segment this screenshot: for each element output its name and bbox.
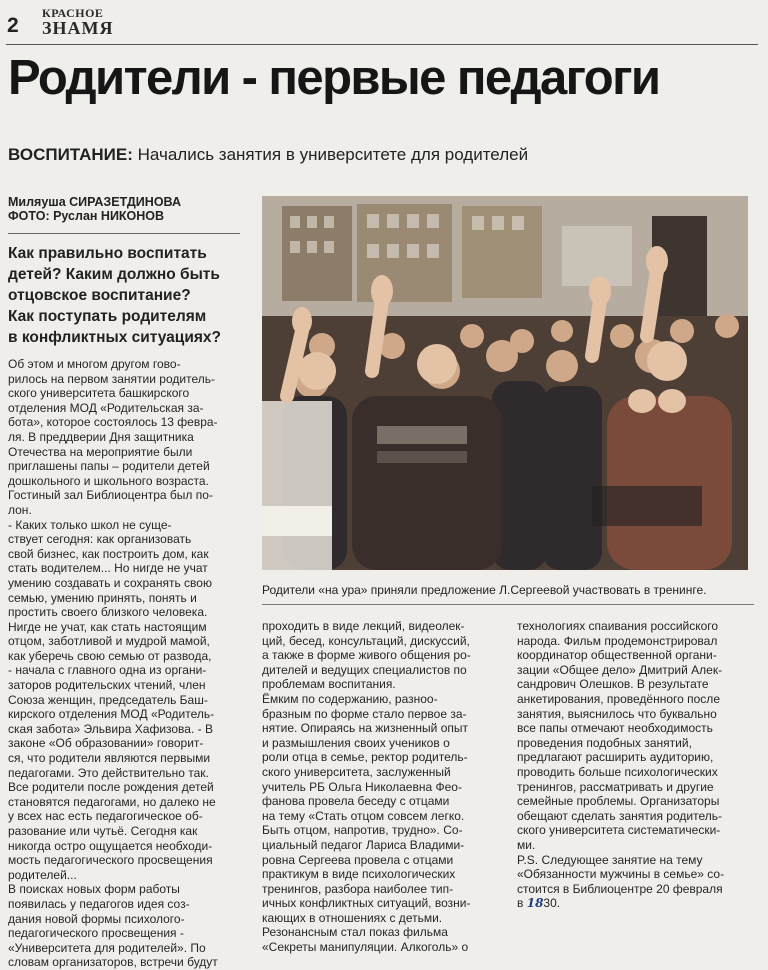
text-line: зации «Общее дело» Дмитрий Алек- <box>517 662 723 677</box>
text-line: у всех нас есть педагогическое об- <box>8 809 203 824</box>
text-line: кающих в отношениях с детьми. <box>262 910 443 925</box>
text-line: «Обязанности мужчины в семье» со- <box>517 867 725 882</box>
article-column-3 <box>517 619 755 911</box>
text-line: роли отца в семье, ректор родитель- <box>262 750 468 765</box>
text-line: P.S. Следующее занятие на тему <box>517 852 703 867</box>
page-number: 2 <box>7 14 19 37</box>
text-line: разование или чутьё. Сегодня как <box>8 824 198 838</box>
text-line: никогда остро ощущается необходи- <box>8 838 213 853</box>
text-line: фанова провела беседу с отцами <box>262 794 450 809</box>
text-line: тренингов, рассматривать и другие <box>517 779 714 794</box>
text-line: дошкольного и школьного возраста. <box>8 473 209 488</box>
text-line: умению создавать и сохранять свою <box>8 575 212 590</box>
text-line: «Университета для родителей». По <box>8 940 206 955</box>
text-line: Отечества на мероприятие были <box>8 444 193 459</box>
text-line: как уберечь свою семью от развода, <box>8 648 212 663</box>
text-line: и размышления своих учеников о <box>262 735 450 750</box>
article-photo <box>262 196 748 570</box>
text-line: учитель РБ Ольга Николаевна Фео- <box>262 779 462 794</box>
text-line: практикум в виде психологических <box>262 867 456 882</box>
text-line: народа. Фильм продемонстрировал <box>517 633 718 648</box>
caption-divider <box>262 604 754 605</box>
text-line: свой бизнес, как построить дом, как <box>8 546 209 561</box>
text-line: тренингов, разбора наиболее тип- <box>262 881 454 896</box>
masthead-line2: ЗНАМЯ <box>42 18 114 38</box>
text-line: ичных конфликтных ситуаций, возни- <box>262 896 471 911</box>
text-line: появилась у педагогов идея соз- <box>8 896 190 911</box>
text-line: отделения МОД «Родительская за- <box>8 400 204 415</box>
lead-line: детей? Каким должно быть <box>8 266 220 283</box>
text-line: бразным по форме стало первое за- <box>262 706 467 721</box>
lead-line: в конфликтных ситуациях? <box>8 329 221 346</box>
text-line: отцом, заботливой и мудрой мамой, <box>8 634 210 649</box>
rubric-key: ВОСПИТАНИЕ: <box>8 145 133 164</box>
text-line: ского университета, заслуженный <box>262 764 451 779</box>
text-line: занятия, выяснилось что буквально <box>517 706 717 721</box>
text-line: ровна Сергеева провела с отцами <box>262 852 454 867</box>
text-line: - начала с главного одна из органи- <box>8 663 207 678</box>
newspaper-masthead <box>42 7 114 37</box>
text-line: стать водителем... Но нигде не учат <box>8 561 208 576</box>
text-line: словам организаторов, встречи будут <box>8 955 218 970</box>
text-line: - Каких только школ не суще- <box>8 517 172 532</box>
text-line: проводить больше психологических <box>517 764 718 779</box>
text-line: Резонансным стал показ фильма <box>262 925 448 940</box>
page-header <box>0 0 768 44</box>
photo-credit: ФОТО: Руслан НИКОНОВ <box>8 209 165 223</box>
lead-line: Как правильно воспитать <box>8 245 207 262</box>
article-headline: Родители - первые педагоги <box>8 51 660 105</box>
time-suffix: 30. <box>543 896 561 911</box>
text-line: проблемам воспитания. <box>262 677 396 692</box>
text-line: проведения подобных занятий, <box>517 735 692 750</box>
text-line-time <box>517 896 755 911</box>
text-line: дителей и ведущих специалистов по <box>262 662 467 677</box>
text-line: Нигде не учат, как стать настоящим <box>8 619 207 634</box>
text-line: семейные проблемы. Организаторы <box>517 794 720 809</box>
text-line: ми. <box>517 837 536 852</box>
text-line: Ёмким по содержанию, разноо- <box>262 691 438 706</box>
text-line: рилось на первом занятии родитель- <box>8 371 215 386</box>
text-line: Быть отцом, напротив, трудно». Со- <box>262 823 463 838</box>
text-line: законе «Об образовании» говорит- <box>8 736 204 751</box>
handwritten-hour: 18 <box>526 896 544 911</box>
byline-divider <box>8 233 240 234</box>
text-line: ствует сегодня: как организовать <box>8 532 192 547</box>
text-line: нятие. Опираясь на жизненный опыт <box>262 721 469 736</box>
lead-line: Как поступать родителям <box>8 308 207 325</box>
text-line: семью, умению принять, понять и <box>8 590 197 605</box>
text-line: ского университета систематически- <box>517 823 721 838</box>
article-lead <box>8 243 248 348</box>
text-line: координатор общественной органи- <box>517 648 717 663</box>
article-byline <box>8 195 181 223</box>
text-line: родителей... <box>8 867 77 882</box>
text-line: сандрович Олешков. В результате <box>517 677 709 692</box>
masthead-line1: КРАСНОЕ <box>42 6 104 20</box>
text-line: ская забота» Эльвира Хафизова. - В <box>8 721 213 736</box>
text-line: бота», которое состоялось 13 февра- <box>8 415 218 430</box>
text-line: заторов родительских чтений, член <box>8 678 206 693</box>
text-line: предлагают расширить аудиторию, <box>517 750 714 765</box>
text-line: приглашены папы – родители детей <box>8 459 210 474</box>
text-line: лон. <box>8 502 32 517</box>
photo-caption: Родители «на ура» приняли предложение Л.Сергеевой участвовать в тренинге. <box>262 583 707 597</box>
text-line: становятся педагогами, но далеко не <box>8 794 216 809</box>
text-line: циальный педагог Лариса Владими- <box>262 837 465 852</box>
time-prefix: в <box>517 896 524 911</box>
text-line: педагогами. Это действительно так. <box>8 765 209 780</box>
text-line: ля. В преддверии Дня защитника <box>8 429 194 444</box>
text-line: а также в форме живого общения ро- <box>262 648 471 663</box>
text-line: обещают сделать занятия родитель- <box>517 808 722 823</box>
text-line: Все родители после рождения детей <box>8 780 214 795</box>
text-line: технологиях спаивания российского <box>517 619 719 633</box>
text-line: ского университета башкирского <box>8 386 190 401</box>
text-line: все папы отмечают необходимость <box>517 721 713 736</box>
text-line: ся, что родители являются первыми <box>8 751 211 766</box>
text-line: Союза женщин, председатель Баш- <box>8 692 208 707</box>
text-line: Гостиный зал Библиоцентра был по- <box>8 488 213 503</box>
text-line: дания новой формы психолого- <box>8 911 185 926</box>
text-line: простить своего близкого человека. <box>8 605 208 620</box>
text-line: «Секреты манипуляции. Алкоголь» о <box>262 940 469 955</box>
text-line: В поисках новых форм работы <box>8 882 180 897</box>
article-column-1 <box>8 357 244 970</box>
text-line: на тему «Стать отцом совсем легко. <box>262 808 465 823</box>
article-column-2 <box>262 619 502 955</box>
text-line: ций, бесед, консультаций, дискуссий, <box>262 633 470 648</box>
rubric-text: Начались занятия в университете для родителей <box>137 145 529 164</box>
header-divider <box>6 44 758 45</box>
text-line: кирского отделения МОД «Родитель- <box>8 707 215 722</box>
article-rubric <box>8 145 528 165</box>
text-line: Об этом и многом другом гово- <box>8 357 181 371</box>
text-line: педагогического просвещения - <box>8 926 184 941</box>
text-line: проходить в виде лекций, видеолек- <box>262 619 465 633</box>
audience-photo-illustration <box>262 196 748 570</box>
lead-line: отцовское воспитание? <box>8 287 191 304</box>
author-credit: Миляуша СИРАЗЕТДИНОВА <box>8 195 181 209</box>
text-line: стоится в Библиоцентре 20 февраля <box>517 881 723 896</box>
text-line: анкетирования, проведённого после <box>517 691 720 706</box>
text-line: мость педагогического просвещения <box>8 853 213 868</box>
